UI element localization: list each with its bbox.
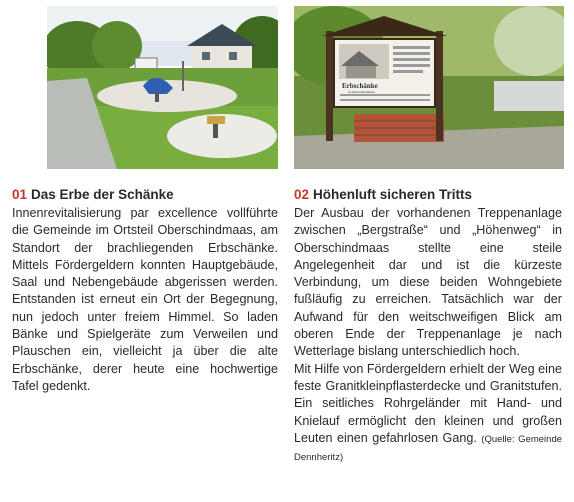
article-01-title: Das Erbe der Schänke (31, 187, 174, 202)
article-01-heading (12, 186, 278, 203)
article-02-body-part2-text: Mit Hilfe von Fördergeldern erhielt der Weg eine feste Granitkleinpflasterdecke und Granitstufen. Ein seitliches Rohrgeländer mit Hand- und Knielauf ermöglicht den kleinen und großen Leuten einen gefahrlosen Gang. (294, 361, 562, 445)
article-02 (294, 186, 562, 466)
board-title: Erbschänke (342, 82, 378, 90)
article-02-title: Höhenluft sicheren Tritts (313, 187, 473, 202)
photo-playground-park (47, 6, 278, 169)
article-02-body-part2 (294, 361, 562, 467)
article-01-number: 01 (12, 187, 28, 202)
article-01-body: Innenrevitalisierung par excellence vollführte die Gemeinde im Ortsteil Oberschindmaas, am Standort der brachliegenden Erbschänke. Mittels Fördergeldern konnten Hauptgebäude, Saal und Nebengebäude abgerissen werden. Entstanden ist erneut ein Ort der Begegnung, nun jedoch unter freiem Himmel. So laden Bänke und Spielgeräte zum Verweilen und Plauschen ein, vielleicht ja über die alte Erbschänke, derer heute eine hochwertige Tafel gedenkt. (12, 206, 278, 393)
board-subtitle: in Oberschindmaas (348, 90, 375, 94)
photo-information-board (294, 6, 564, 169)
article-01 (12, 186, 278, 395)
article-02-body-part1: Der Ausbau der vorhandenen Treppenanlage zwischen „Bergstraße“ und „Höhenweg“ in Oberschindmaas stellte eine steile Angelegenheit dar und ist die kürzeste Verbindung, um diese beiden Wohngebiete fußläufig zu erreichen. Tatsächlich war der Aufwand für den weitschweifigen Blick am oberen Ende der Treppenanlage je nach Wetterlage bislang unterschiedlich hoch. (294, 206, 562, 359)
article-02-heading (294, 186, 562, 203)
article-02-number: 02 (294, 187, 310, 202)
article-02-source: (Quelle: Gemeinde Dennheritz) (294, 433, 563, 464)
